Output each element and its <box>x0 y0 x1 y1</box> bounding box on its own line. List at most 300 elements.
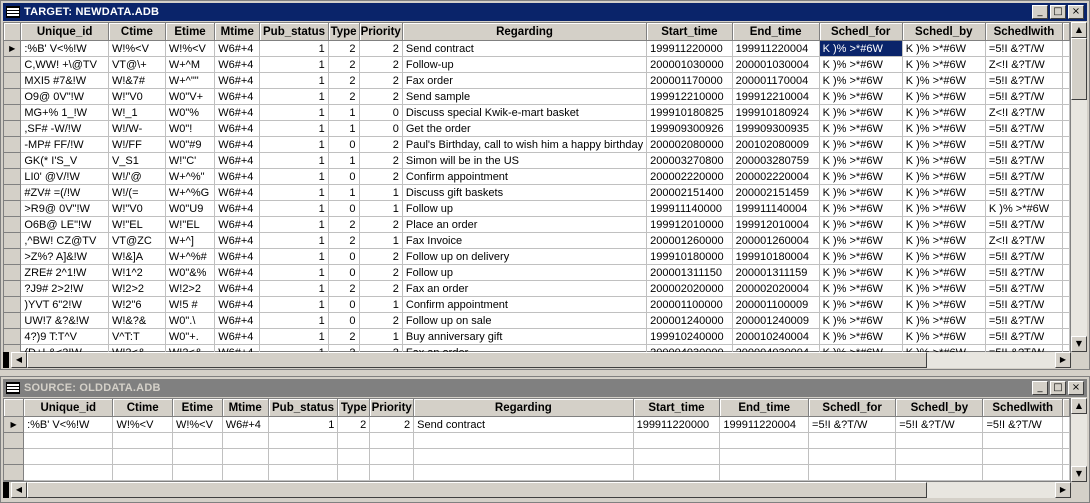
source-title-bar[interactable] <box>3 379 1087 397</box>
cell-start-time[interactable]: 200001170000 <box>647 73 732 89</box>
source-horizontal-scrollbar[interactable] <box>3 482 1071 498</box>
cell-regarding[interactable]: Confirm appointment <box>402 297 646 313</box>
cell-schedlwith[interactable]: =5!I &?T/W <box>985 313 1062 329</box>
cell-schedl-by[interactable]: K )% >*#6W <box>902 41 985 57</box>
cell-schedlwith[interactable]: =5!I &?T/W <box>985 185 1062 201</box>
cell-schedl-by[interactable]: K )% >*#6W <box>902 185 985 201</box>
cell-end-time[interactable]: 200002151459 <box>732 185 819 201</box>
cell-etime[interactable]: W0"! <box>165 121 214 137</box>
cell-type[interactable]: 2 <box>328 89 359 105</box>
cell-end-time[interactable]: 200001311159 <box>732 265 819 281</box>
row-selector[interactable] <box>4 169 21 185</box>
cell-ctime[interactable]: W!/W- <box>108 121 165 137</box>
row-selector[interactable] <box>4 105 21 121</box>
cell-pub-status[interactable]: 1 <box>260 313 328 329</box>
cell-mtime[interactable]: W6#+4 <box>215 185 260 201</box>
cell-start-time[interactable]: 200002080000 <box>647 137 732 153</box>
cell-pub-status[interactable]: 1 <box>260 249 328 265</box>
cell-schedl-by[interactable]: K )% >*#6W <box>902 265 985 281</box>
cell-regarding[interactable]: Fax an order <box>402 281 646 297</box>
table-row[interactable] <box>4 137 1070 153</box>
cell-pub-status[interactable]: 1 <box>260 121 328 137</box>
row-selector[interactable] <box>4 233 21 249</box>
cell-schedl-by[interactable]: K )% >*#6W <box>902 57 985 73</box>
arrow-right-icon[interactable]: ▶ <box>1055 482 1071 498</box>
cell-regarding[interactable]: Discuss special Kwik-e-mart basket <box>402 105 646 121</box>
column-header-pub-status[interactable]: Pub_status <box>268 399 338 417</box>
row-selector[interactable] <box>4 73 21 89</box>
cell-priority[interactable]: 1 <box>359 329 402 345</box>
cell-type[interactable]: 2 <box>328 233 359 249</box>
cell-mtime[interactable]: W6#+4 <box>215 313 260 329</box>
cell-pub-status[interactable]: 1 <box>260 297 328 313</box>
column-header-start-time[interactable]: Start_time <box>647 23 732 41</box>
cell-schedl-for[interactable]: K )% >*#6W <box>819 329 902 345</box>
cell-ctime[interactable]: W!/FF <box>108 137 165 153</box>
cell-regarding[interactable]: Buy anniversary gift <box>402 329 646 345</box>
cell-type[interactable]: 0 <box>328 137 359 153</box>
column-header-schedl-by[interactable]: Schedl_by <box>902 23 985 41</box>
cell-schedl-by[interactable]: K )% >*#6W <box>902 217 985 233</box>
cell-unique-id[interactable]: 4?)9 T:T^V <box>21 329 109 345</box>
arrow-up-icon[interactable]: ▲ <box>1071 398 1087 414</box>
row-selector[interactable] <box>4 217 21 233</box>
cell-priority[interactable]: 1 <box>359 201 402 217</box>
cell-type[interactable]: 1 <box>328 121 359 137</box>
cell-end-time[interactable]: 199909300935 <box>732 121 819 137</box>
cell-schedl-by[interactable]: =5!I &?T/W <box>896 417 983 433</box>
cell-pub-status[interactable]: 1 <box>268 417 338 433</box>
row-selector[interactable] <box>4 137 21 153</box>
cell-etime[interactable]: W0"&% <box>165 265 214 281</box>
arrow-left-icon[interactable]: ◀ <box>11 482 27 498</box>
cell-unique-id[interactable]: GK(* I'S_V <box>21 153 109 169</box>
column-header-schedlwith[interactable]: Schedlwith <box>983 399 1063 417</box>
row-selector[interactable] <box>4 121 21 137</box>
cell-unique-id[interactable]: LI0' @V/!W <box>21 169 109 185</box>
cell-etime[interactable]: W0"% <box>165 105 214 121</box>
cell-start-time[interactable]: 199911140000 <box>647 201 732 217</box>
cell-unique-id[interactable]: ,^BW! CZ@TV <box>21 233 109 249</box>
cell-ctime[interactable]: W!/'@ <box>108 169 165 185</box>
cell-ctime[interactable]: W!_1 <box>108 105 165 121</box>
table-row[interactable] <box>4 169 1070 185</box>
cell-priority[interactable]: 1 <box>359 185 402 201</box>
cell-etime[interactable]: W!%<V <box>165 41 214 57</box>
column-header-type[interactable]: Type <box>328 23 359 41</box>
cell-unique-id[interactable]: :%B' V<%!W <box>21 41 109 57</box>
cell-start-time[interactable]: 200002220000 <box>647 169 732 185</box>
cell-pub-status[interactable]: 1 <box>260 57 328 73</box>
cell-etime[interactable]: W0"U9 <box>165 201 214 217</box>
cell-priority[interactable]: 1 <box>359 233 402 249</box>
column-header-etime[interactable]: Etime <box>172 399 222 417</box>
maximize-button[interactable] <box>1050 381 1066 395</box>
cell-regarding[interactable]: Fax Invoice <box>402 233 646 249</box>
cell-schedl-for[interactable]: K )% >*#6W <box>819 281 902 297</box>
cell-end-time[interactable]: 199911140004 <box>732 201 819 217</box>
column-header-regarding[interactable]: Regarding <box>402 23 646 41</box>
cell-end-time[interactable]: 200010240004 <box>732 329 819 345</box>
cell-etime[interactable]: W!2>2 <box>165 281 214 297</box>
target-grid[interactable] <box>3 22 1071 352</box>
cell-schedlwith[interactable]: =5!I &?T/W <box>985 137 1062 153</box>
cell-mtime[interactable]: W6#+4 <box>215 201 260 217</box>
cell-start-time[interactable]: 200002151400 <box>647 185 732 201</box>
cell-ctime[interactable]: W!2"6 <box>108 297 165 313</box>
cell-type[interactable]: 1 <box>328 185 359 201</box>
cell-pub-status[interactable]: 1 <box>260 169 328 185</box>
cell-schedl-by[interactable]: K )% >*#6W <box>902 281 985 297</box>
cell-regarding[interactable]: Place an order <box>402 217 646 233</box>
table-row[interactable] <box>4 153 1070 169</box>
cell-schedl-for[interactable]: K )% >*#6W <box>819 169 902 185</box>
cell-regarding[interactable]: Follow up on delivery <box>402 249 646 265</box>
table-row[interactable] <box>4 89 1070 105</box>
cell-pub-status[interactable]: 1 <box>260 233 328 249</box>
header-corner[interactable] <box>4 23 21 41</box>
cell-schedlwith[interactable]: Z<!I &?T/W <box>985 105 1062 121</box>
column-header-regarding[interactable]: Regarding <box>414 399 633 417</box>
cell-priority[interactable]: 2 <box>359 313 402 329</box>
cell-schedl-by[interactable]: K )% >*#6W <box>902 233 985 249</box>
cell-schedl-by[interactable]: K )% >*#6W <box>902 249 985 265</box>
cell-start-time[interactable]: 199910180825 <box>647 105 732 121</box>
cell-type[interactable]: 0 <box>328 265 359 281</box>
cell-type[interactable]: 2 <box>328 281 359 297</box>
cell-unique-id[interactable]: -MP# FF/!W <box>21 137 109 153</box>
row-selector[interactable] <box>4 57 21 73</box>
cell-start-time[interactable]: 199911220000 <box>633 417 720 433</box>
cell-priority[interactable]: 2 <box>359 57 402 73</box>
cell-ctime[interactable]: W!%<V <box>113 417 173 433</box>
column-header-schedl-for[interactable]: Schedl_for <box>819 23 902 41</box>
cell-start-time[interactable]: 200003270800 <box>647 153 732 169</box>
cell-schedl-for[interactable]: K )% >*#6W <box>819 137 902 153</box>
cell-type[interactable]: 2 <box>328 329 359 345</box>
cell-schedlwith[interactable]: =5!I &?T/W <box>985 249 1062 265</box>
cell-regarding[interactable]: Follow-up <box>402 57 646 73</box>
arrow-up-icon[interactable]: ▲ <box>1071 22 1087 38</box>
cell-ctime[interactable]: W!2>2 <box>108 281 165 297</box>
column-header-schedl-by[interactable]: Schedl_by <box>896 399 983 417</box>
table-row[interactable] <box>4 281 1070 297</box>
row-selector[interactable] <box>4 297 21 313</box>
cell-end-time[interactable]: 200001170004 <box>732 73 819 89</box>
cell-unique-id[interactable]: C,WW! +\@TV <box>21 57 109 73</box>
cell-mtime[interactable]: W6#+4 <box>215 41 260 57</box>
cell-end-time[interactable]: 200001260004 <box>732 233 819 249</box>
target-title-bar[interactable] <box>3 3 1087 21</box>
cell-end-time[interactable]: 200002220004 <box>732 169 819 185</box>
cell-schedlwith[interactable]: K )% >*#6W <box>985 201 1062 217</box>
cell-start-time[interactable]: 199912010000 <box>647 217 732 233</box>
cell-schedlwith[interactable]: Z<!I &?T/W <box>985 233 1062 249</box>
cell-schedlwith[interactable]: Z<!I &?T/W <box>985 57 1062 73</box>
cell-priority[interactable]: 2 <box>359 41 402 57</box>
row-selector[interactable] <box>4 329 21 345</box>
target-vscroll-thumb[interactable] <box>1071 38 1087 100</box>
cell-type[interactable]: 2 <box>328 41 359 57</box>
cell-start-time[interactable]: 200001311150 <box>647 265 732 281</box>
table-row[interactable] <box>4 73 1070 89</box>
cell-etime[interactable]: W0"V+ <box>165 89 214 105</box>
cell-pub-status[interactable]: 1 <box>260 185 328 201</box>
cell-end-time[interactable]: 199910180924 <box>732 105 819 121</box>
cell-unique-id[interactable]: ZRE# 2^1!W <box>21 265 109 281</box>
cell-end-time[interactable]: 200102080009 <box>732 137 819 153</box>
arrow-down-icon[interactable]: ▼ <box>1071 336 1087 352</box>
cell-mtime[interactable]: W6#+4 <box>215 233 260 249</box>
cell-priority[interactable]: 1 <box>359 297 402 313</box>
cell-etime[interactable]: W!%<V <box>172 417 222 433</box>
cell-ctime[interactable]: VT@ZC <box>108 233 165 249</box>
cell-priority[interactable]: 2 <box>370 417 414 433</box>
header-corner[interactable] <box>4 399 24 417</box>
cell-unique-id[interactable]: MXI5 #7&!W <box>21 73 109 89</box>
column-header-pub-status[interactable]: Pub_status <box>260 23 328 41</box>
arrow-right-icon[interactable]: ▶ <box>1055 352 1071 368</box>
table-row[interactable] <box>4 313 1070 329</box>
cell-priority[interactable]: 2 <box>359 265 402 281</box>
cell-schedlwith[interactable]: =5!I &?T/W <box>985 297 1062 313</box>
cell-pub-status[interactable]: 1 <box>260 153 328 169</box>
close-button[interactable] <box>1068 5 1084 19</box>
cell-end-time[interactable]: 199910180004 <box>732 249 819 265</box>
cell-schedl-by[interactable]: K )% >*#6W <box>902 297 985 313</box>
cell-schedlwith[interactable]: =5!I &?T/W <box>985 89 1062 105</box>
cell-mtime[interactable]: W6#+4 <box>215 105 260 121</box>
target-hscroll-track[interactable] <box>11 352 1071 368</box>
cell-priority[interactable]: 2 <box>359 137 402 153</box>
cell-priority[interactable]: 0 <box>359 105 402 121</box>
cell-pub-status[interactable]: 1 <box>260 265 328 281</box>
row-selector[interactable] <box>4 153 21 169</box>
cell-etime[interactable]: W!5 # <box>165 297 214 313</box>
cell-start-time[interactable]: 200001240000 <box>647 313 732 329</box>
cell-mtime[interactable]: W6#+4 <box>215 121 260 137</box>
table-row[interactable] <box>4 297 1070 313</box>
cell-schedlwith[interactable]: =5!I &?T/W <box>983 417 1063 433</box>
target-hscroll-thumb[interactable] <box>27 352 927 368</box>
cell-mtime[interactable]: W6#+4 <box>215 265 260 281</box>
cell-unique-id[interactable]: ?J9# 2>2!W <box>21 281 109 297</box>
cell-schedl-by[interactable]: K )% >*#6W <box>902 169 985 185</box>
column-header-ctime[interactable]: Ctime <box>113 399 173 417</box>
cell-schedl-for[interactable]: K )% >*#6W <box>819 185 902 201</box>
cell-unique-id[interactable]: O6B@ LE"!W <box>21 217 109 233</box>
cell-mtime[interactable]: W6#+4 <box>215 89 260 105</box>
column-header-end-time[interactable]: End_time <box>720 399 809 417</box>
cell-priority[interactable]: 2 <box>359 169 402 185</box>
cell-priority[interactable]: 2 <box>359 89 402 105</box>
cell-priority[interactable]: 2 <box>359 281 402 297</box>
cell-type[interactable]: 2 <box>328 57 359 73</box>
cell-schedl-for[interactable]: K )% >*#6W <box>819 73 902 89</box>
column-header-unique-id[interactable]: Unique_id <box>21 23 109 41</box>
cell-mtime[interactable]: W6#+4 <box>215 73 260 89</box>
cell-mtime[interactable]: W6#+4 <box>215 249 260 265</box>
cell-end-time[interactable]: 200001240009 <box>732 313 819 329</box>
table-row[interactable] <box>4 105 1070 121</box>
cell-schedl-for[interactable]: K )% >*#6W <box>819 121 902 137</box>
cell-etime[interactable]: W!"EL <box>165 217 214 233</box>
cell-pub-status[interactable]: 1 <box>260 89 328 105</box>
split-box[interactable] <box>3 352 9 368</box>
cell-start-time[interactable]: 199909300926 <box>647 121 732 137</box>
cell-schedl-for[interactable]: K )% >*#6W <box>819 41 902 57</box>
cell-schedl-by[interactable]: K )% >*#6W <box>902 73 985 89</box>
cell-pub-status[interactable]: 1 <box>260 137 328 153</box>
cell-schedlwith[interactable]: =5!I &?T/W <box>985 265 1062 281</box>
close-button[interactable] <box>1068 381 1084 395</box>
source-hscroll-track[interactable] <box>11 482 1071 498</box>
cell-schedlwith[interactable]: =5!I &?T/W <box>985 121 1062 137</box>
cell-type[interactable]: 0 <box>328 169 359 185</box>
cell-etime[interactable]: W+^] <box>165 233 214 249</box>
cell-regarding[interactable]: Follow up on sale <box>402 313 646 329</box>
column-header-mtime[interactable]: Mtime <box>215 23 260 41</box>
cell-schedl-by[interactable]: K )% >*#6W <box>902 105 985 121</box>
cell-schedl-for[interactable]: K )% >*#6W <box>819 201 902 217</box>
cell-ctime[interactable]: W!"EL <box>108 217 165 233</box>
cell-etime[interactable]: W+^%G <box>165 185 214 201</box>
target-horizontal-scrollbar[interactable] <box>3 352 1071 368</box>
cell-type[interactable]: 2 <box>338 417 370 433</box>
row-selector[interactable] <box>4 185 21 201</box>
cell-type[interactable]: 2 <box>328 217 359 233</box>
cell-schedlwith[interactable]: =5!I &?T/W <box>985 153 1062 169</box>
cell-schedl-by[interactable]: K )% >*#6W <box>902 201 985 217</box>
column-header-unique-id[interactable]: Unique_id <box>24 399 113 417</box>
cell-mtime[interactable]: W6#+4 <box>222 417 268 433</box>
cell-schedl-by[interactable]: K )% >*#6W <box>902 153 985 169</box>
cell-ctime[interactable]: W!&7# <box>108 73 165 89</box>
cell-schedl-for[interactable]: K )% >*#6W <box>819 297 902 313</box>
source-vertical-scrollbar[interactable] <box>1071 398 1087 482</box>
cell-unique-id[interactable]: #ZV# =(/!W <box>21 185 109 201</box>
cell-schedl-for[interactable]: K )% >*#6W <box>819 233 902 249</box>
cell-regarding[interactable]: Fax order <box>402 73 646 89</box>
cell-unique-id[interactable]: >Z%? A]&!W <box>21 249 109 265</box>
column-header-schedlwith[interactable]: Schedlwith <box>985 23 1062 41</box>
row-selector[interactable] <box>4 41 21 57</box>
cell-end-time[interactable]: 199912210004 <box>732 89 819 105</box>
cell-ctime[interactable]: V^T:T <box>108 329 165 345</box>
cell-unique-id[interactable]: :%B' V<%!W <box>24 417 113 433</box>
table-row[interactable] <box>4 41 1070 57</box>
cell-priority[interactable]: 2 <box>359 73 402 89</box>
cell-type[interactable]: 1 <box>328 153 359 169</box>
cell-schedl-for[interactable]: K )% >*#6W <box>819 89 902 105</box>
minimize-button[interactable] <box>1032 381 1048 395</box>
cell-mtime[interactable]: W6#+4 <box>215 137 260 153</box>
cell-mtime[interactable]: W6#+4 <box>215 57 260 73</box>
column-header-schedl-for[interactable]: Schedl_for <box>809 399 896 417</box>
column-header-priority[interactable]: Priority <box>370 399 414 417</box>
row-selector[interactable] <box>4 201 21 217</box>
cell-end-time[interactable]: 200002020004 <box>732 281 819 297</box>
table-row[interactable] <box>4 265 1070 281</box>
cell-schedl-by[interactable]: K )% >*#6W <box>902 329 985 345</box>
cell-schedl-by[interactable]: K )% >*#6W <box>902 121 985 137</box>
table-row[interactable] <box>4 417 1070 433</box>
row-selector[interactable] <box>4 281 21 297</box>
column-header-end-time[interactable]: End_time <box>732 23 819 41</box>
cell-start-time[interactable]: 199912210000 <box>647 89 732 105</box>
cell-schedl-for[interactable]: =5!I &?T/W <box>809 417 896 433</box>
cell-schedl-for[interactable]: K )% >*#6W <box>819 217 902 233</box>
column-header-mtime[interactable]: Mtime <box>222 399 268 417</box>
cell-schedlwith[interactable]: =5!I &?T/W <box>985 169 1062 185</box>
cell-mtime[interactable]: W6#+4 <box>215 217 260 233</box>
cell-etime[interactable]: W!"C' <box>165 153 214 169</box>
cell-pub-status[interactable]: 1 <box>260 73 328 89</box>
cell-unique-id[interactable]: O9@ 0V"!W <box>21 89 109 105</box>
cell-schedl-for[interactable]: K )% >*#6W <box>819 313 902 329</box>
cell-end-time[interactable]: 200001100009 <box>732 297 819 313</box>
cell-regarding[interactable]: Send sample <box>402 89 646 105</box>
row-selector[interactable] <box>4 417 24 433</box>
cell-priority[interactable]: 2 <box>359 217 402 233</box>
maximize-button[interactable] <box>1050 5 1066 19</box>
cell-regarding[interactable]: Get the order <box>402 121 646 137</box>
column-header-etime[interactable]: Etime <box>165 23 214 41</box>
cell-unique-id[interactable]: >R9@ 0V"!W <box>21 201 109 217</box>
cell-mtime[interactable]: W6#+4 <box>215 169 260 185</box>
source-hscroll-thumb[interactable] <box>27 482 927 498</box>
cell-schedlwith[interactable]: =5!I &?T/W <box>985 217 1062 233</box>
row-selector[interactable] <box>4 265 21 281</box>
column-header-type[interactable]: Type <box>338 399 370 417</box>
cell-pub-status[interactable]: 1 <box>260 329 328 345</box>
cell-ctime[interactable]: W!%<V <box>108 41 165 57</box>
table-row[interactable] <box>4 121 1070 137</box>
cell-schedl-by[interactable]: K )% >*#6W <box>902 313 985 329</box>
cell-regarding[interactable]: Follow up <box>402 265 646 281</box>
cell-regarding[interactable]: Simon will be in the US <box>402 153 646 169</box>
cell-regarding[interactable]: Confirm appointment <box>402 169 646 185</box>
cell-schedl-for[interactable]: K )% >*#6W <box>819 153 902 169</box>
cell-schedl-by[interactable]: K )% >*#6W <box>902 137 985 153</box>
split-box[interactable] <box>3 482 9 498</box>
cell-schedlwith[interactable]: =5!I &?T/W <box>985 329 1062 345</box>
table-row[interactable] <box>4 201 1070 217</box>
column-header-priority[interactable]: Priority <box>359 23 402 41</box>
cell-schedl-for[interactable]: K )% >*#6W <box>819 57 902 73</box>
cell-end-time[interactable]: 200003280759 <box>732 153 819 169</box>
cell-start-time[interactable]: 200001100000 <box>647 297 732 313</box>
cell-ctime[interactable]: W!1^2 <box>108 265 165 281</box>
row-selector[interactable] <box>4 313 21 329</box>
cell-end-time[interactable]: 199911220004 <box>720 417 809 433</box>
arrow-left-icon[interactable]: ◀ <box>11 352 27 368</box>
table-row[interactable] <box>4 185 1070 201</box>
target-vertical-scrollbar[interactable] <box>1071 22 1087 352</box>
cell-unique-id[interactable]: MG+% 1_!W <box>21 105 109 121</box>
cell-start-time[interactable]: 200001030000 <box>647 57 732 73</box>
row-selector[interactable] <box>4 249 21 265</box>
cell-priority[interactable]: 2 <box>359 153 402 169</box>
cell-etime[interactable]: W0".\ <box>165 313 214 329</box>
cell-schedlwith[interactable]: =5!I &?T/W <box>985 41 1062 57</box>
cell-schedlwith[interactable]: =5!I &?T/W <box>985 281 1062 297</box>
cell-mtime[interactable]: W6#+4 <box>215 297 260 313</box>
cell-etime[interactable]: W+^%# <box>165 249 214 265</box>
column-header-ctime[interactable]: Ctime <box>108 23 165 41</box>
cell-type[interactable]: 0 <box>328 249 359 265</box>
cell-priority[interactable]: 2 <box>359 249 402 265</box>
